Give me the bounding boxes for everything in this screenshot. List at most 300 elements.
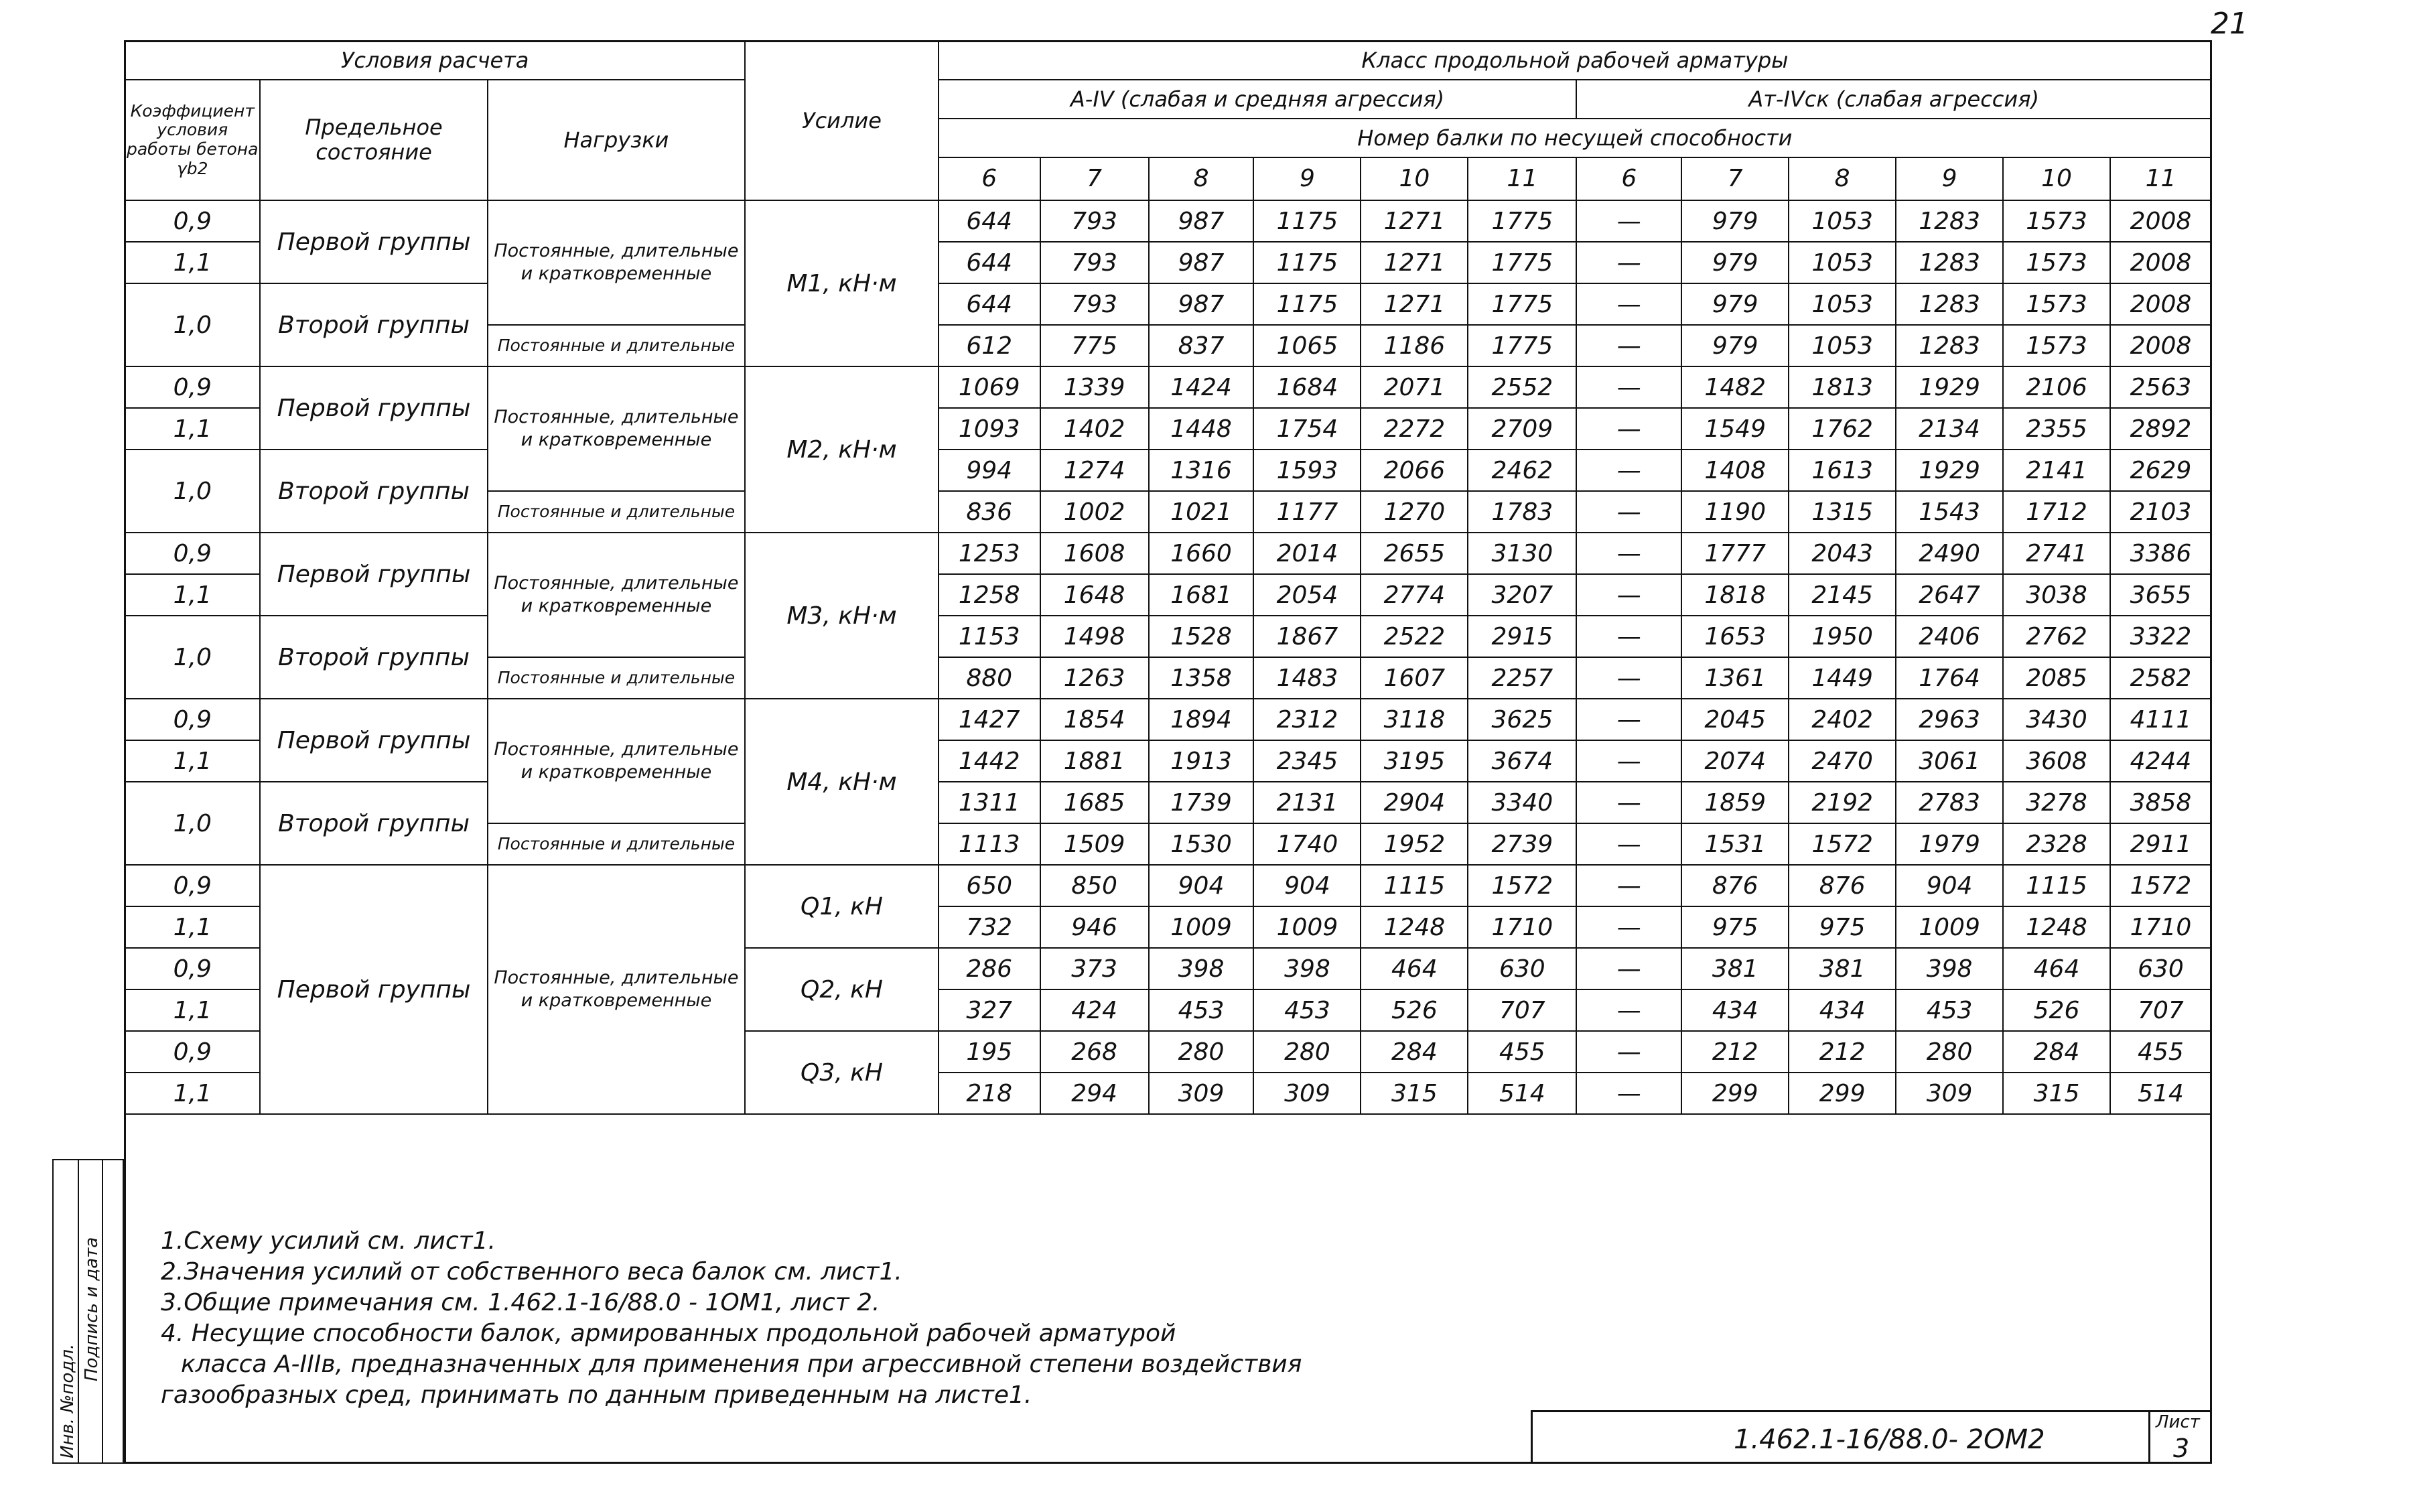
table-row xyxy=(125,200,2211,242)
value-cell: 850 xyxy=(1040,865,1149,906)
coef-cell: 0,9 xyxy=(125,865,260,906)
value-cell: 3118 xyxy=(1361,699,1468,740)
value-cell: 707 xyxy=(1468,989,1576,1031)
value-cell: 1881 xyxy=(1040,740,1149,782)
value-cell: 514 xyxy=(2110,1073,2211,1114)
value-cell: — xyxy=(1576,200,1681,242)
value-cell: 644 xyxy=(939,200,1040,242)
beam-col: 9 xyxy=(1253,157,1361,200)
loads-cell: Постоянные и длительные xyxy=(488,823,746,865)
value-cell: 1572 xyxy=(1468,865,1576,906)
sheet-label: Лист xyxy=(2156,1412,2200,1432)
value-cell: 1449 xyxy=(1789,657,1896,699)
value-cell: 1175 xyxy=(1253,200,1361,242)
value-cell: 1271 xyxy=(1361,242,1468,283)
table-row xyxy=(125,450,2211,491)
value-cell: 1660 xyxy=(1149,533,1254,574)
beam-number-header: Номер балки по несущей способности xyxy=(939,119,2211,157)
loads-cell: Постоянные и длительные xyxy=(488,657,746,699)
value-cell: 1053 xyxy=(1789,325,1896,366)
value-cell: 1263 xyxy=(1040,657,1149,699)
value-cell: 526 xyxy=(1361,989,1468,1031)
value-cell: 1315 xyxy=(1789,491,1896,533)
value-cell: 904 xyxy=(1896,865,2003,906)
value-cell: 1113 xyxy=(939,823,1040,865)
value-cell: 979 xyxy=(1681,283,1789,325)
value-cell: 1248 xyxy=(2003,906,2110,948)
value-cell: 1653 xyxy=(1681,616,1789,657)
value-cell: 1573 xyxy=(2003,283,2110,325)
value-cell: 1710 xyxy=(2110,906,2211,948)
value-cell: 2552 xyxy=(1468,366,1576,408)
value-cell: 1813 xyxy=(1789,366,1896,408)
value-cell: 4111 xyxy=(2110,699,2211,740)
value-cell: 1530 xyxy=(1149,823,1254,865)
value-cell: 1593 xyxy=(1253,450,1361,491)
value-cell: 2085 xyxy=(2003,657,2110,699)
value-cell: 294 xyxy=(1040,1073,1149,1114)
value-cell: 3625 xyxy=(1468,699,1576,740)
value-cell: 1311 xyxy=(939,782,1040,823)
value-cell: 299 xyxy=(1681,1073,1789,1114)
value-cell: 1818 xyxy=(1681,574,1789,616)
value-cell: 3674 xyxy=(1468,740,1576,782)
value-cell: 987 xyxy=(1149,283,1254,325)
value-cell: 2008 xyxy=(2110,325,2211,366)
value-cell: 1186 xyxy=(1361,325,1468,366)
value-cell: 299 xyxy=(1789,1073,1896,1114)
value-cell: 327 xyxy=(939,989,1040,1031)
value-cell: 1712 xyxy=(2003,491,2110,533)
value-cell: 876 xyxy=(1789,865,1896,906)
value-cell: 2629 xyxy=(2110,450,2211,491)
limit-state-header: Предельное состояние xyxy=(260,80,487,200)
note-line: 2.Значения усилий от собственного веса балок см. лист1. xyxy=(161,1258,902,1286)
coef-cell: 1,1 xyxy=(125,408,260,450)
value-cell: 453 xyxy=(1896,989,2003,1031)
limit-state-cell: Первой группы xyxy=(260,699,487,782)
value-cell: 455 xyxy=(2110,1031,2211,1073)
value-cell: 1607 xyxy=(1361,657,1468,699)
value-cell: 1424 xyxy=(1149,366,1254,408)
value-cell: 1283 xyxy=(1896,283,2003,325)
table-row xyxy=(125,699,2211,740)
value-cell: 1009 xyxy=(1896,906,2003,948)
coef-cell: 0,9 xyxy=(125,1031,260,1073)
title-stamp xyxy=(1531,1410,2212,1464)
value-cell: 315 xyxy=(1361,1073,1468,1114)
value-cell: 2892 xyxy=(2110,408,2211,450)
value-cell: — xyxy=(1576,283,1681,325)
beam-col: 7 xyxy=(1040,157,1149,200)
value-cell: 644 xyxy=(939,283,1040,325)
value-cell: 2963 xyxy=(1896,699,2003,740)
value-cell: 2783 xyxy=(1896,782,2003,823)
value-cell: — xyxy=(1576,823,1681,865)
value-cell: 2054 xyxy=(1253,574,1361,616)
coef-header: Коэффициент условия работы бетона γb2 xyxy=(125,80,260,200)
value-cell: 994 xyxy=(939,450,1040,491)
class-b-header: Ат-IVск (слабая агрессия) xyxy=(1576,80,2211,119)
value-cell: 880 xyxy=(939,657,1040,699)
margin-strip xyxy=(52,1159,124,1464)
coef-cell: 1,1 xyxy=(125,906,260,948)
force-cell: M2, кН·м xyxy=(745,366,939,533)
table-row xyxy=(125,865,2211,906)
value-cell: 2134 xyxy=(1896,408,2003,450)
value-cell: 1175 xyxy=(1253,242,1361,283)
value-cell: 1775 xyxy=(1468,200,1576,242)
value-cell: 1093 xyxy=(939,408,1040,450)
value-cell: 644 xyxy=(939,242,1040,283)
beam-col: 6 xyxy=(1576,157,1681,200)
value-cell: 904 xyxy=(1149,865,1254,906)
value-cell: 1764 xyxy=(1896,657,2003,699)
coef-cell: 1,1 xyxy=(125,574,260,616)
value-cell: 2406 xyxy=(1896,616,2003,657)
value-cell: 904 xyxy=(1253,865,1361,906)
value-cell: 280 xyxy=(1896,1031,2003,1073)
value-cell: 2762 xyxy=(2003,616,2110,657)
value-cell: 793 xyxy=(1040,242,1149,283)
value-cell: 212 xyxy=(1789,1031,1896,1073)
coef-cell: 1,1 xyxy=(125,740,260,782)
beam-col: 10 xyxy=(2003,157,2110,200)
value-cell: — xyxy=(1576,699,1681,740)
value-cell: 1859 xyxy=(1681,782,1789,823)
value-cell: 1685 xyxy=(1040,782,1149,823)
value-cell: 2066 xyxy=(1361,450,1468,491)
value-cell: 2490 xyxy=(1896,533,2003,574)
value-cell: 1271 xyxy=(1361,283,1468,325)
value-cell: 1248 xyxy=(1361,906,1468,948)
value-cell: 424 xyxy=(1040,989,1149,1031)
value-cell: 1339 xyxy=(1040,366,1149,408)
value-cell: 1572 xyxy=(2110,865,2211,906)
value-cell: 2043 xyxy=(1789,533,1896,574)
value-cell: — xyxy=(1576,242,1681,283)
value-cell: — xyxy=(1576,782,1681,823)
value-cell: 218 xyxy=(939,1073,1040,1114)
value-cell: — xyxy=(1576,989,1681,1031)
value-cell: 1867 xyxy=(1253,616,1361,657)
limit-state-cell: Первой группы xyxy=(260,366,487,450)
limit-state-cell: Первой группы xyxy=(260,200,487,283)
value-cell: 1929 xyxy=(1896,366,2003,408)
loads-header: Нагрузки xyxy=(488,80,746,200)
value-cell: 1442 xyxy=(939,740,1040,782)
value-cell: 284 xyxy=(2003,1031,2110,1073)
beam-col: 11 xyxy=(2110,157,2211,200)
value-cell: — xyxy=(1576,657,1681,699)
value-cell: 732 xyxy=(939,906,1040,948)
value-cell: 2462 xyxy=(1468,450,1576,491)
coef-cell: 1,0 xyxy=(125,782,260,865)
value-cell: 707 xyxy=(2110,989,2211,1031)
value-cell: 1549 xyxy=(1681,408,1789,450)
value-cell: 2103 xyxy=(2110,491,2211,533)
force-cell: Q1, кН xyxy=(745,865,939,948)
value-cell: 1710 xyxy=(1468,906,1576,948)
value-cell: 979 xyxy=(1681,325,1789,366)
value-cell: 1681 xyxy=(1149,574,1254,616)
value-cell: 2008 xyxy=(2110,242,2211,283)
value-cell: 987 xyxy=(1149,242,1254,283)
value-cell: 650 xyxy=(939,865,1040,906)
value-cell: — xyxy=(1576,450,1681,491)
value-cell: 398 xyxy=(1253,948,1361,989)
value-cell: 1572 xyxy=(1789,823,1896,865)
value-cell: 1531 xyxy=(1681,823,1789,865)
value-cell: 1009 xyxy=(1253,906,1361,948)
value-cell: 3278 xyxy=(2003,782,2110,823)
value-cell: — xyxy=(1576,1073,1681,1114)
value-cell: 1543 xyxy=(1896,491,2003,533)
value-cell: 2071 xyxy=(1361,366,1468,408)
value-cell: 2328 xyxy=(2003,823,2110,865)
value-cell: — xyxy=(1576,366,1681,408)
beam-col: 9 xyxy=(1896,157,2003,200)
value-cell: 2655 xyxy=(1361,533,1468,574)
value-cell: 381 xyxy=(1681,948,1789,989)
value-cell: 3195 xyxy=(1361,740,1468,782)
value-cell: 2470 xyxy=(1789,740,1896,782)
limit-state-cell: Второй группы xyxy=(260,616,487,699)
value-cell: 1775 xyxy=(1468,325,1576,366)
value-cell: 2045 xyxy=(1681,699,1789,740)
value-cell: 1069 xyxy=(939,366,1040,408)
note-line: 4. Несущие способности балок, армированных продольной рабочей арматурой xyxy=(161,1320,1176,1347)
value-cell: 975 xyxy=(1789,906,1896,948)
value-cell: 2272 xyxy=(1361,408,1468,450)
value-cell: 630 xyxy=(2110,948,2211,989)
value-cell: 3322 xyxy=(2110,616,2211,657)
coef-cell: 1,0 xyxy=(125,450,260,533)
table-row xyxy=(125,616,2211,657)
value-cell: 1950 xyxy=(1789,616,1896,657)
value-cell: 2257 xyxy=(1468,657,1576,699)
value-cell: 1115 xyxy=(2003,865,2110,906)
value-cell: 1613 xyxy=(1789,450,1896,491)
inv-no-label: Инв. №подл. xyxy=(58,1343,78,1458)
value-cell: 373 xyxy=(1040,948,1149,989)
value-cell: 2355 xyxy=(2003,408,2110,450)
loads-cell: Постоянные, длительные и кратковременные xyxy=(488,366,746,491)
value-cell: 2709 xyxy=(1468,408,1576,450)
value-cell: — xyxy=(1576,948,1681,989)
value-cell: 2647 xyxy=(1896,574,2003,616)
value-cell: 837 xyxy=(1149,325,1254,366)
value-cell: 1002 xyxy=(1040,491,1149,533)
coef-cell: 1,0 xyxy=(125,283,260,366)
value-cell: 1258 xyxy=(939,574,1040,616)
value-cell: 1913 xyxy=(1149,740,1254,782)
value-cell: 3130 xyxy=(1468,533,1576,574)
value-cell: 453 xyxy=(1149,989,1254,1031)
note-line: 1.Схему усилий см. лист1. xyxy=(161,1227,496,1255)
value-cell: 1283 xyxy=(1896,200,2003,242)
coef-cell: 1,1 xyxy=(125,242,260,283)
value-cell: 3430 xyxy=(2003,699,2110,740)
value-cell: 464 xyxy=(1361,948,1468,989)
value-cell: 979 xyxy=(1681,242,1789,283)
value-cell: 1684 xyxy=(1253,366,1361,408)
value-cell: 2141 xyxy=(2003,450,2110,491)
value-cell: 2192 xyxy=(1789,782,1896,823)
value-cell: — xyxy=(1576,1031,1681,1073)
value-cell: 1115 xyxy=(1361,865,1468,906)
value-cell: 1190 xyxy=(1681,491,1789,533)
coef-cell: 0,9 xyxy=(125,948,260,989)
note-line: 3.Общие примечания см. 1.462.1-16/88.0 - 1ОМ1, лист 2. xyxy=(161,1289,880,1316)
coef-cell: 1,0 xyxy=(125,616,260,699)
value-cell: 381 xyxy=(1789,948,1896,989)
value-cell: 2106 xyxy=(2003,366,2110,408)
value-cell: 1402 xyxy=(1040,408,1149,450)
loads-cell: Постоянные, длительные и кратковременные xyxy=(488,200,746,325)
value-cell: 836 xyxy=(939,491,1040,533)
value-cell: 1929 xyxy=(1896,450,2003,491)
value-cell: 526 xyxy=(2003,989,2110,1031)
value-cell: — xyxy=(1576,865,1681,906)
value-cell: 1053 xyxy=(1789,200,1896,242)
force-cell: Q2, кН xyxy=(745,948,939,1031)
value-cell: 1316 xyxy=(1149,450,1254,491)
value-cell: 309 xyxy=(1149,1073,1254,1114)
value-cell: 514 xyxy=(1468,1073,1576,1114)
value-cell: 1894 xyxy=(1149,699,1254,740)
value-cell: 946 xyxy=(1040,906,1149,948)
value-cell: 2582 xyxy=(2110,657,2211,699)
beam-col: 10 xyxy=(1361,157,1468,200)
value-cell: 1952 xyxy=(1361,823,1468,865)
value-cell: 195 xyxy=(939,1031,1040,1073)
page-number: 21 xyxy=(2211,7,2248,41)
loads-cell: Постоянные и длительные xyxy=(488,325,746,366)
value-cell: 2774 xyxy=(1361,574,1468,616)
value-cell: 1608 xyxy=(1040,533,1149,574)
value-cell: 2008 xyxy=(2110,283,2211,325)
value-cell: 975 xyxy=(1681,906,1789,948)
value-cell: 464 xyxy=(2003,948,2110,989)
value-cell: 1253 xyxy=(939,533,1040,574)
value-cell: — xyxy=(1576,491,1681,533)
beam-col: 6 xyxy=(939,157,1040,200)
value-cell: 1854 xyxy=(1040,699,1149,740)
value-cell: 2131 xyxy=(1253,782,1361,823)
coef-cell: 0,9 xyxy=(125,200,260,242)
value-cell: 1271 xyxy=(1361,200,1468,242)
value-cell: — xyxy=(1576,740,1681,782)
value-cell: 3386 xyxy=(2110,533,2211,574)
value-cell: 1979 xyxy=(1896,823,2003,865)
limit-state-cell: Первой группы xyxy=(260,865,487,1114)
value-cell: 453 xyxy=(1253,989,1361,1031)
value-cell: 1175 xyxy=(1253,283,1361,325)
value-cell: 1648 xyxy=(1040,574,1149,616)
value-cell: — xyxy=(1576,574,1681,616)
loads-cell: Постоянные, длительные и кратковременные xyxy=(488,533,746,657)
value-cell: 1283 xyxy=(1896,242,2003,283)
value-cell: 979 xyxy=(1681,200,1789,242)
value-cell: 1740 xyxy=(1253,823,1361,865)
value-cell: 612 xyxy=(939,325,1040,366)
value-cell: 1283 xyxy=(1896,325,2003,366)
value-cell: 1361 xyxy=(1681,657,1789,699)
value-cell: — xyxy=(1576,616,1681,657)
force-cell: M4, кН·м xyxy=(745,699,939,865)
beam-col: 7 xyxy=(1681,157,1789,200)
value-cell: 455 xyxy=(1468,1031,1576,1073)
value-cell: 1783 xyxy=(1468,491,1576,533)
value-cell: 3655 xyxy=(2110,574,2211,616)
value-cell: 2522 xyxy=(1361,616,1468,657)
coef-cell: 1,1 xyxy=(125,1073,260,1114)
value-cell: 1065 xyxy=(1253,325,1361,366)
value-cell: — xyxy=(1576,408,1681,450)
sheet-number: 3 xyxy=(2173,1434,2190,1463)
value-cell: — xyxy=(1576,325,1681,366)
value-cell: 987 xyxy=(1149,200,1254,242)
value-cell: 309 xyxy=(1896,1073,2003,1114)
value-cell: 1177 xyxy=(1253,491,1361,533)
value-cell: 1573 xyxy=(2003,242,2110,283)
value-cell: 2345 xyxy=(1253,740,1361,782)
force-header: Усилие xyxy=(745,41,939,200)
limit-state-cell: Первой группы xyxy=(260,533,487,616)
loads-cell: Постоянные, длительные и кратковременные xyxy=(488,865,746,1114)
value-cell: 775 xyxy=(1040,325,1149,366)
value-cell: 2904 xyxy=(1361,782,1468,823)
beam-col: 8 xyxy=(1149,157,1254,200)
loads-cell: Постоянные, длительные и кратковременные xyxy=(488,699,746,823)
table-row xyxy=(125,533,2211,574)
value-cell: 1498 xyxy=(1040,616,1149,657)
value-cell: 3038 xyxy=(2003,574,2110,616)
value-cell: 1270 xyxy=(1361,491,1468,533)
value-cell: 1509 xyxy=(1040,823,1149,865)
value-cell: 793 xyxy=(1040,283,1149,325)
value-cell: 398 xyxy=(1896,948,2003,989)
value-cell: 1528 xyxy=(1149,616,1254,657)
value-cell: 1573 xyxy=(2003,325,2110,366)
value-cell: 793 xyxy=(1040,200,1149,242)
value-cell: 315 xyxy=(2003,1073,2110,1114)
value-cell: 1053 xyxy=(1789,242,1896,283)
value-cell: 1009 xyxy=(1149,906,1254,948)
table-row xyxy=(125,366,2211,408)
value-cell: 309 xyxy=(1253,1073,1361,1114)
value-cell: 2008 xyxy=(2110,200,2211,242)
value-cell: 1427 xyxy=(939,699,1040,740)
value-cell: 398 xyxy=(1149,948,1254,989)
force-cell: M3, кН·м xyxy=(745,533,939,699)
value-cell: 1573 xyxy=(2003,200,2110,242)
notes-block xyxy=(161,1226,1434,1411)
value-cell: 2145 xyxy=(1789,574,1896,616)
value-cell: 1482 xyxy=(1681,366,1789,408)
value-cell: 630 xyxy=(1468,948,1576,989)
value-cell: 434 xyxy=(1789,989,1896,1031)
conditions-header: Условия расчета xyxy=(125,41,745,80)
class-a-header: А-IV (слабая и средняя агрессия) xyxy=(939,80,1577,119)
value-cell: 2739 xyxy=(1468,823,1576,865)
value-cell: 1739 xyxy=(1149,782,1254,823)
value-cell: 434 xyxy=(1681,989,1789,1031)
value-cell: 1448 xyxy=(1149,408,1254,450)
beam-col: 11 xyxy=(1468,157,1576,200)
value-cell: 3207 xyxy=(1468,574,1576,616)
